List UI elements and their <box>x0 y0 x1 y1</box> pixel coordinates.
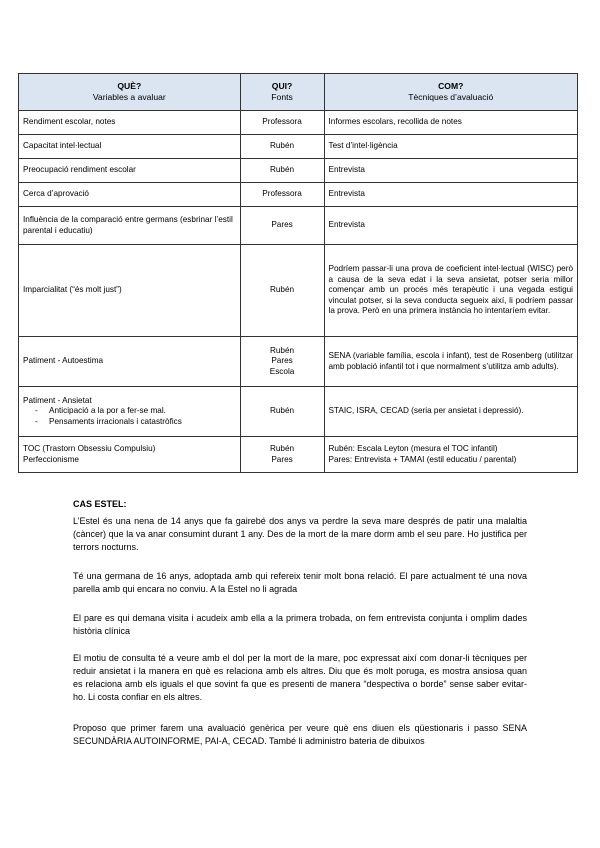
cell-how: Entrevista <box>324 159 578 183</box>
case-paragraph: Proposo que primer farem una avaluació genèrica per veure què ens diuen els qüestionaris i passo SENA SECUNDÀRIA AUTOINFORME, PAI-A, CECAD. També li administro bateria de dibuixos <box>73 723 527 747</box>
cell-how: Informes escolars, recollida de notes <box>324 111 578 135</box>
cell-who: Rubén <box>240 159 324 183</box>
header-how <box>324 74 578 111</box>
cell-who: Professora <box>240 111 324 135</box>
table-row <box>19 387 578 437</box>
cell-how: Entrevista <box>324 183 578 207</box>
cell-how: STAIC, ISRA, CECAD (seria per ansietat i depressió). <box>324 387 578 437</box>
what-line: TOC (Trastorn Obsessiu Compulsiu) <box>23 443 156 453</box>
cell-how: SENA (variable família, escola i infant), test de Rosenberg (utilitzar amb població infantil tot i que normalment s’utilitza amb adults). <box>324 337 578 387</box>
cell-what: Influència de la comparació entre germans (esbrinar l’estil parental i educatiu) <box>19 207 241 245</box>
cell-how: Podríem passar-li una prova de coeficient intel·lectual (WISC) però a causa de la seva edat i la seva ansietat, potser seria millor començar amb un procés més terapèutic i una vegada estigui vinculat potser, si la seva conducta segueix així, li podríem passar la prova. Però en una primera instància ho intentaríem evitar. <box>324 245 578 337</box>
cell-what: Rendiment escolar, notes <box>19 111 241 135</box>
cell-how: Entrevista <box>324 207 578 245</box>
case-paragraph: Té una germana de 16 anys, adoptada amb qui refereix tenir molt bona relació. El pare actualment té una nova parella amb qui encara no conviu. A la Estel no li agrada <box>73 571 527 595</box>
case-paragraph: L’Estel és una nena de 14 anys que fa gairebé dos anys va perdre la seva mare després de patir una malaltia (càncer) que la va anar consumint durant 1 any. Des de la mort de la mare dorm amb el seu pare. Ho justifica per terrors nocturns. <box>73 516 527 553</box>
table-row <box>19 245 578 337</box>
header-what-subtitle: Variables a avaluar <box>92 92 166 102</box>
cell-what: Patiment - Autoestima <box>19 337 241 387</box>
what-line: Perfeccionisme <box>23 454 79 464</box>
cell-what <box>19 387 241 437</box>
who-line: Rubén <box>269 443 295 453</box>
cell-how <box>324 437 578 473</box>
cell-what: Imparcialitat (“és molt just”) <box>19 245 241 337</box>
cell-what <box>19 437 241 473</box>
cell-what: Capacitat intel·lectual <box>19 135 241 159</box>
header-who-subtitle: Fonts <box>271 92 293 102</box>
cell-how: Test d’intel·ligència <box>324 135 578 159</box>
table-row <box>19 159 578 183</box>
header-who <box>240 74 324 111</box>
case-paragraph: El pare es qui demana visita i acudeix amb ella a la primera trobada, on fem entrevista conjunta i omplim dades història clínica <box>73 613 527 637</box>
table-row <box>19 337 578 387</box>
who-line: Escola <box>269 366 295 376</box>
header-how-title: COM? <box>438 80 464 91</box>
cell-who <box>240 437 324 473</box>
table-row <box>19 437 578 473</box>
cell-who: Rubén <box>240 135 324 159</box>
header-what <box>19 74 241 111</box>
table-row <box>19 207 578 245</box>
evaluation-table <box>18 73 578 473</box>
header-what-title: QUÈ? <box>117 80 142 91</box>
table-header-row <box>19 74 578 111</box>
table-row <box>19 111 578 135</box>
header-who-title: QUI? <box>271 80 293 91</box>
cell-who: Rubén <box>240 245 324 337</box>
cell-who <box>240 337 324 387</box>
table-row <box>19 183 578 207</box>
case-paragraph: El motiu de consulta té a veure amb el dol per la mort de la mare, poc expressat així com donar-li tècniques per reduir ansietat i la manera en què es relaciona amb els altres. Diu que és molt poruga, es mostra ansiosa quan es relaciona amb els iguals el que sovint fa que es presenti de manera “despectiva o borde” sense saber evitar-ho. Li costa confiar en els altres. <box>73 653 527 703</box>
cell-who: Professora <box>240 183 324 207</box>
cell-what: Preocupació rendiment escolar <box>19 159 241 183</box>
who-line: Pares <box>271 454 293 464</box>
table-row <box>19 135 578 159</box>
header-how-subtitle: Tècniques d’avaluació <box>408 92 494 102</box>
what-subitem: - Anticipació a la por a fer-se mal. <box>23 406 236 417</box>
case-title: CAS ESTEL: <box>73 499 127 509</box>
cell-what: Cerca d’aprovació <box>19 183 241 207</box>
how-line: Rubén: Escala Leyton (mesura el TOC infantil) <box>328 443 498 453</box>
cell-who: Pares <box>240 207 324 245</box>
what-subitem: - Pensaments irracionals i catastròfics <box>23 417 236 428</box>
who-line: Pares <box>271 356 293 366</box>
how-line: Pares: Entrevista + TAMAI (estil educatiu / parental) <box>328 454 517 464</box>
cell-who: Rubén <box>240 387 324 437</box>
who-line: Rubén <box>269 345 295 355</box>
what-main: Patiment - Ansietat <box>23 395 92 405</box>
